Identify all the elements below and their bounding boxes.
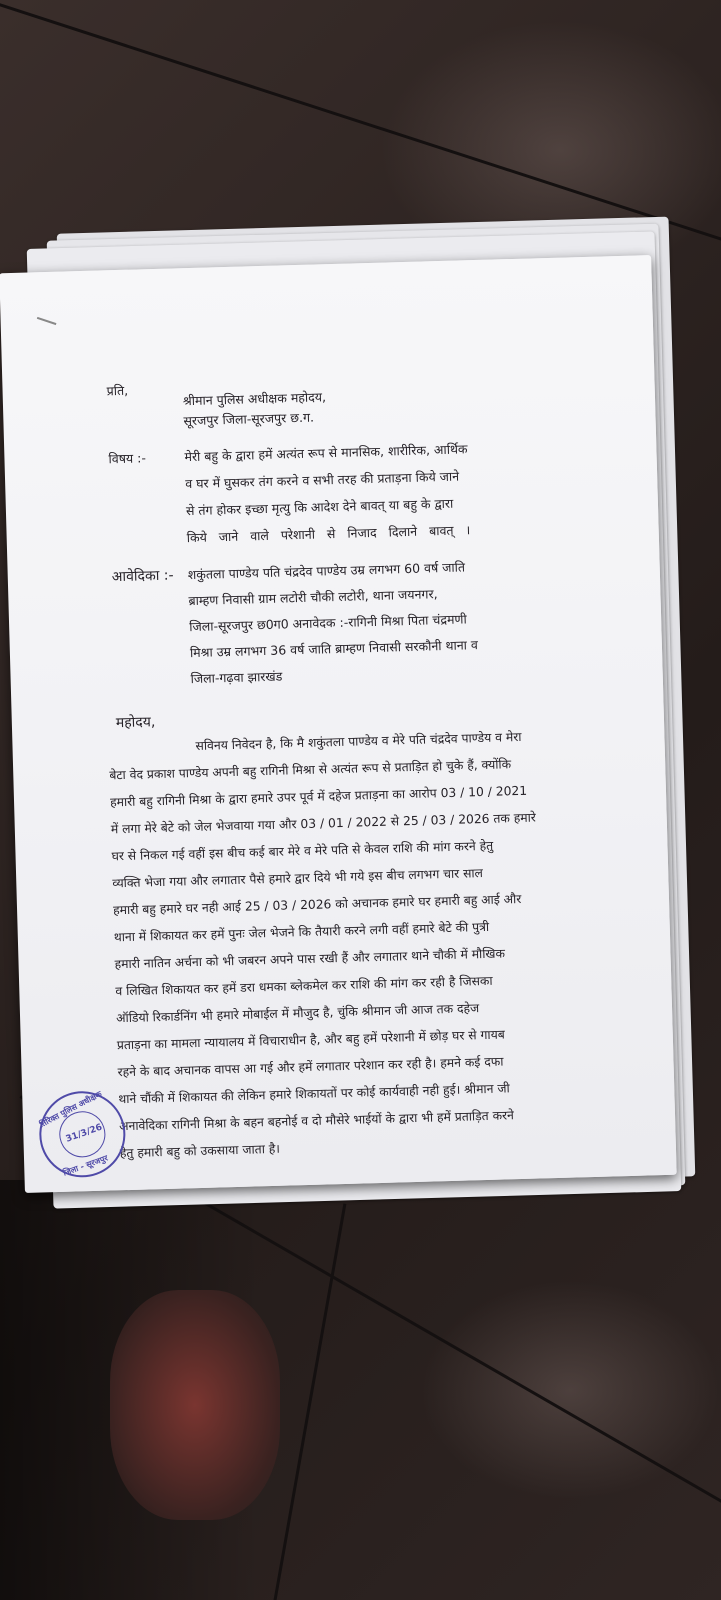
red-object (110, 1290, 280, 1520)
stamp-top-text: तिरिक्त पुलिस अधीक्षक (38, 1089, 104, 1130)
stamp-date-text: 31/3/26 (64, 1122, 104, 1145)
addressee-line-1: श्रीमान पुलिस अधीक्षक महोदय, (182, 389, 327, 409)
stamp-bottom-text: जिला - सूरजपुर (61, 1153, 110, 1178)
body-line: हमारी नातिन अर्चना को भी जबरन अपने पास रखी हैं और लगातार थाने चौकी में मौखिक (114, 946, 506, 972)
subject-label: विषय :- (108, 450, 147, 467)
subject-line: व घर में घुसकर तंग करने व सभी तरह की प्रताड़ना किये जाने (185, 468, 460, 492)
body-line: बेटा वेद प्रकाश पाण्डेय अपनी बहु रागिनी मिश्रा से अत्यंत रूप से प्रताड़ित हो चुके हैं, क्योंकि (109, 757, 512, 783)
body-line: थाने चौंकी में शिकायत की लेकिन हमारे शिकायतों पर कोई कार्यवाही नही हुई। श्रीमान जी (118, 1081, 510, 1107)
staple-mark (37, 317, 57, 325)
to-label: प्रति, (106, 382, 129, 399)
salutation: महोदय, (115, 714, 156, 732)
body-line: थाना में शिकायत कर हमें पुनः जेल भेजने कि तैयारी करने लगी वहीं हमारे बेटे की पुत्री (113, 919, 490, 945)
subject-line: किये जाने वाले परेशानी से निजाद दिलाने बावत् । (186, 522, 471, 546)
body-line: हेतु हमारी बहु को उकसाया जाता है। (119, 1141, 281, 1161)
addressee-line-2: सूरजपुर जिला-सूरजपुर छ.ग. (183, 409, 315, 429)
subject-line: से तंग होकर इच्छा मृत्यु कि आदेश देने बावत् या बहु के द्वारा (185, 495, 454, 519)
body-line: सविनय निवेदन है, कि मै शकुंतला पाण्डेय व मेरे पति चंद्रदेव पाण्डेय व मेरा (195, 729, 522, 753)
applicant-line: जिला-सूरजपुर छ0ग0 अनावेदक :-रागिनी मिश्रा पिता चंद्रमणी (189, 611, 467, 635)
body-line: हमारी बहु रागिनी मिश्रा के द्वारा हमारे उपर पूर्व में दहेज प्रताड़ना का आरोप 03 / 10 / 2021 (109, 783, 528, 810)
applicant-line: ब्राम्हण निवासी ग्राम लटोरी चौकी लटोरी, थाना जयनगर, (188, 586, 438, 609)
body-line: हमारी बहु हमारे घर नही आई 25 / 03 / 2026 को अचानक हमारे घर हमारी बहु आई और (112, 891, 522, 918)
applicant-line: शकुंतला पाण्डेय पति चंद्रदेव पाण्डेय उम्र लगभग 60 वर्ष जाति (187, 559, 466, 583)
applicant-line: मिश्रा उम्र लगभग 36 वर्ष जाति ब्राम्हण निवासी सरकौनी थाना व (189, 637, 478, 661)
body-line: में लगा मेरे बेटे को जेल भेजवाया गया और 03 / 01 / 2022 से 25 / 03 / 2026 तक हमारे (110, 810, 537, 837)
floor-glare (420, 1280, 720, 1500)
body-line: घर से निकल गई वहीं इस बीच कई बार मेरे व मेरे पति से केवल राशि की मांग करने हेतु (111, 838, 494, 864)
applicant-line: जिला-गढ़वा झारखंड (190, 668, 283, 687)
applicant-label: आवेदिका :- (111, 567, 174, 586)
body-line: व लिखित शिकायत कर हमें डरा धमका ब्लेकमेल कर राशि की मांग कर रही है जिसका (115, 973, 493, 999)
body-line: व्यक्ति भेजा गया और लगातार पैसे हमारे द्वार दिये भी गये इस बीच लगभग चार साल (112, 866, 484, 891)
letter-page (0, 255, 677, 1193)
subject-line: मेरी बहु के द्वारा हमें अत्यंत रूप से मानसिक, शारीरिक, आर्थिक (184, 441, 468, 465)
body-line: ऑडियो रिकार्डनिंग भी हमारे मोबाईल में मौजुद है, चुंकि श्रीमान जी आज तक दहेज (115, 1001, 480, 1026)
body-line: रहने के बाद अचानक वापस आ गई और हमें लगातार परेशान कर रही है। हमने कई दफा (117, 1054, 504, 1080)
body-line: अनावेदिका रागिनी मिश्रा के बहन बहनोई व दो मौसेरे भाईयों के द्वारा भी हमें प्रताड़ित करने (118, 1108, 515, 1134)
body-line: प्रताड़ना का मामला न्यायालय में विचाराधीन है, और बहु हमें परेशानी में छोड़ घर से गायब (116, 1027, 505, 1053)
